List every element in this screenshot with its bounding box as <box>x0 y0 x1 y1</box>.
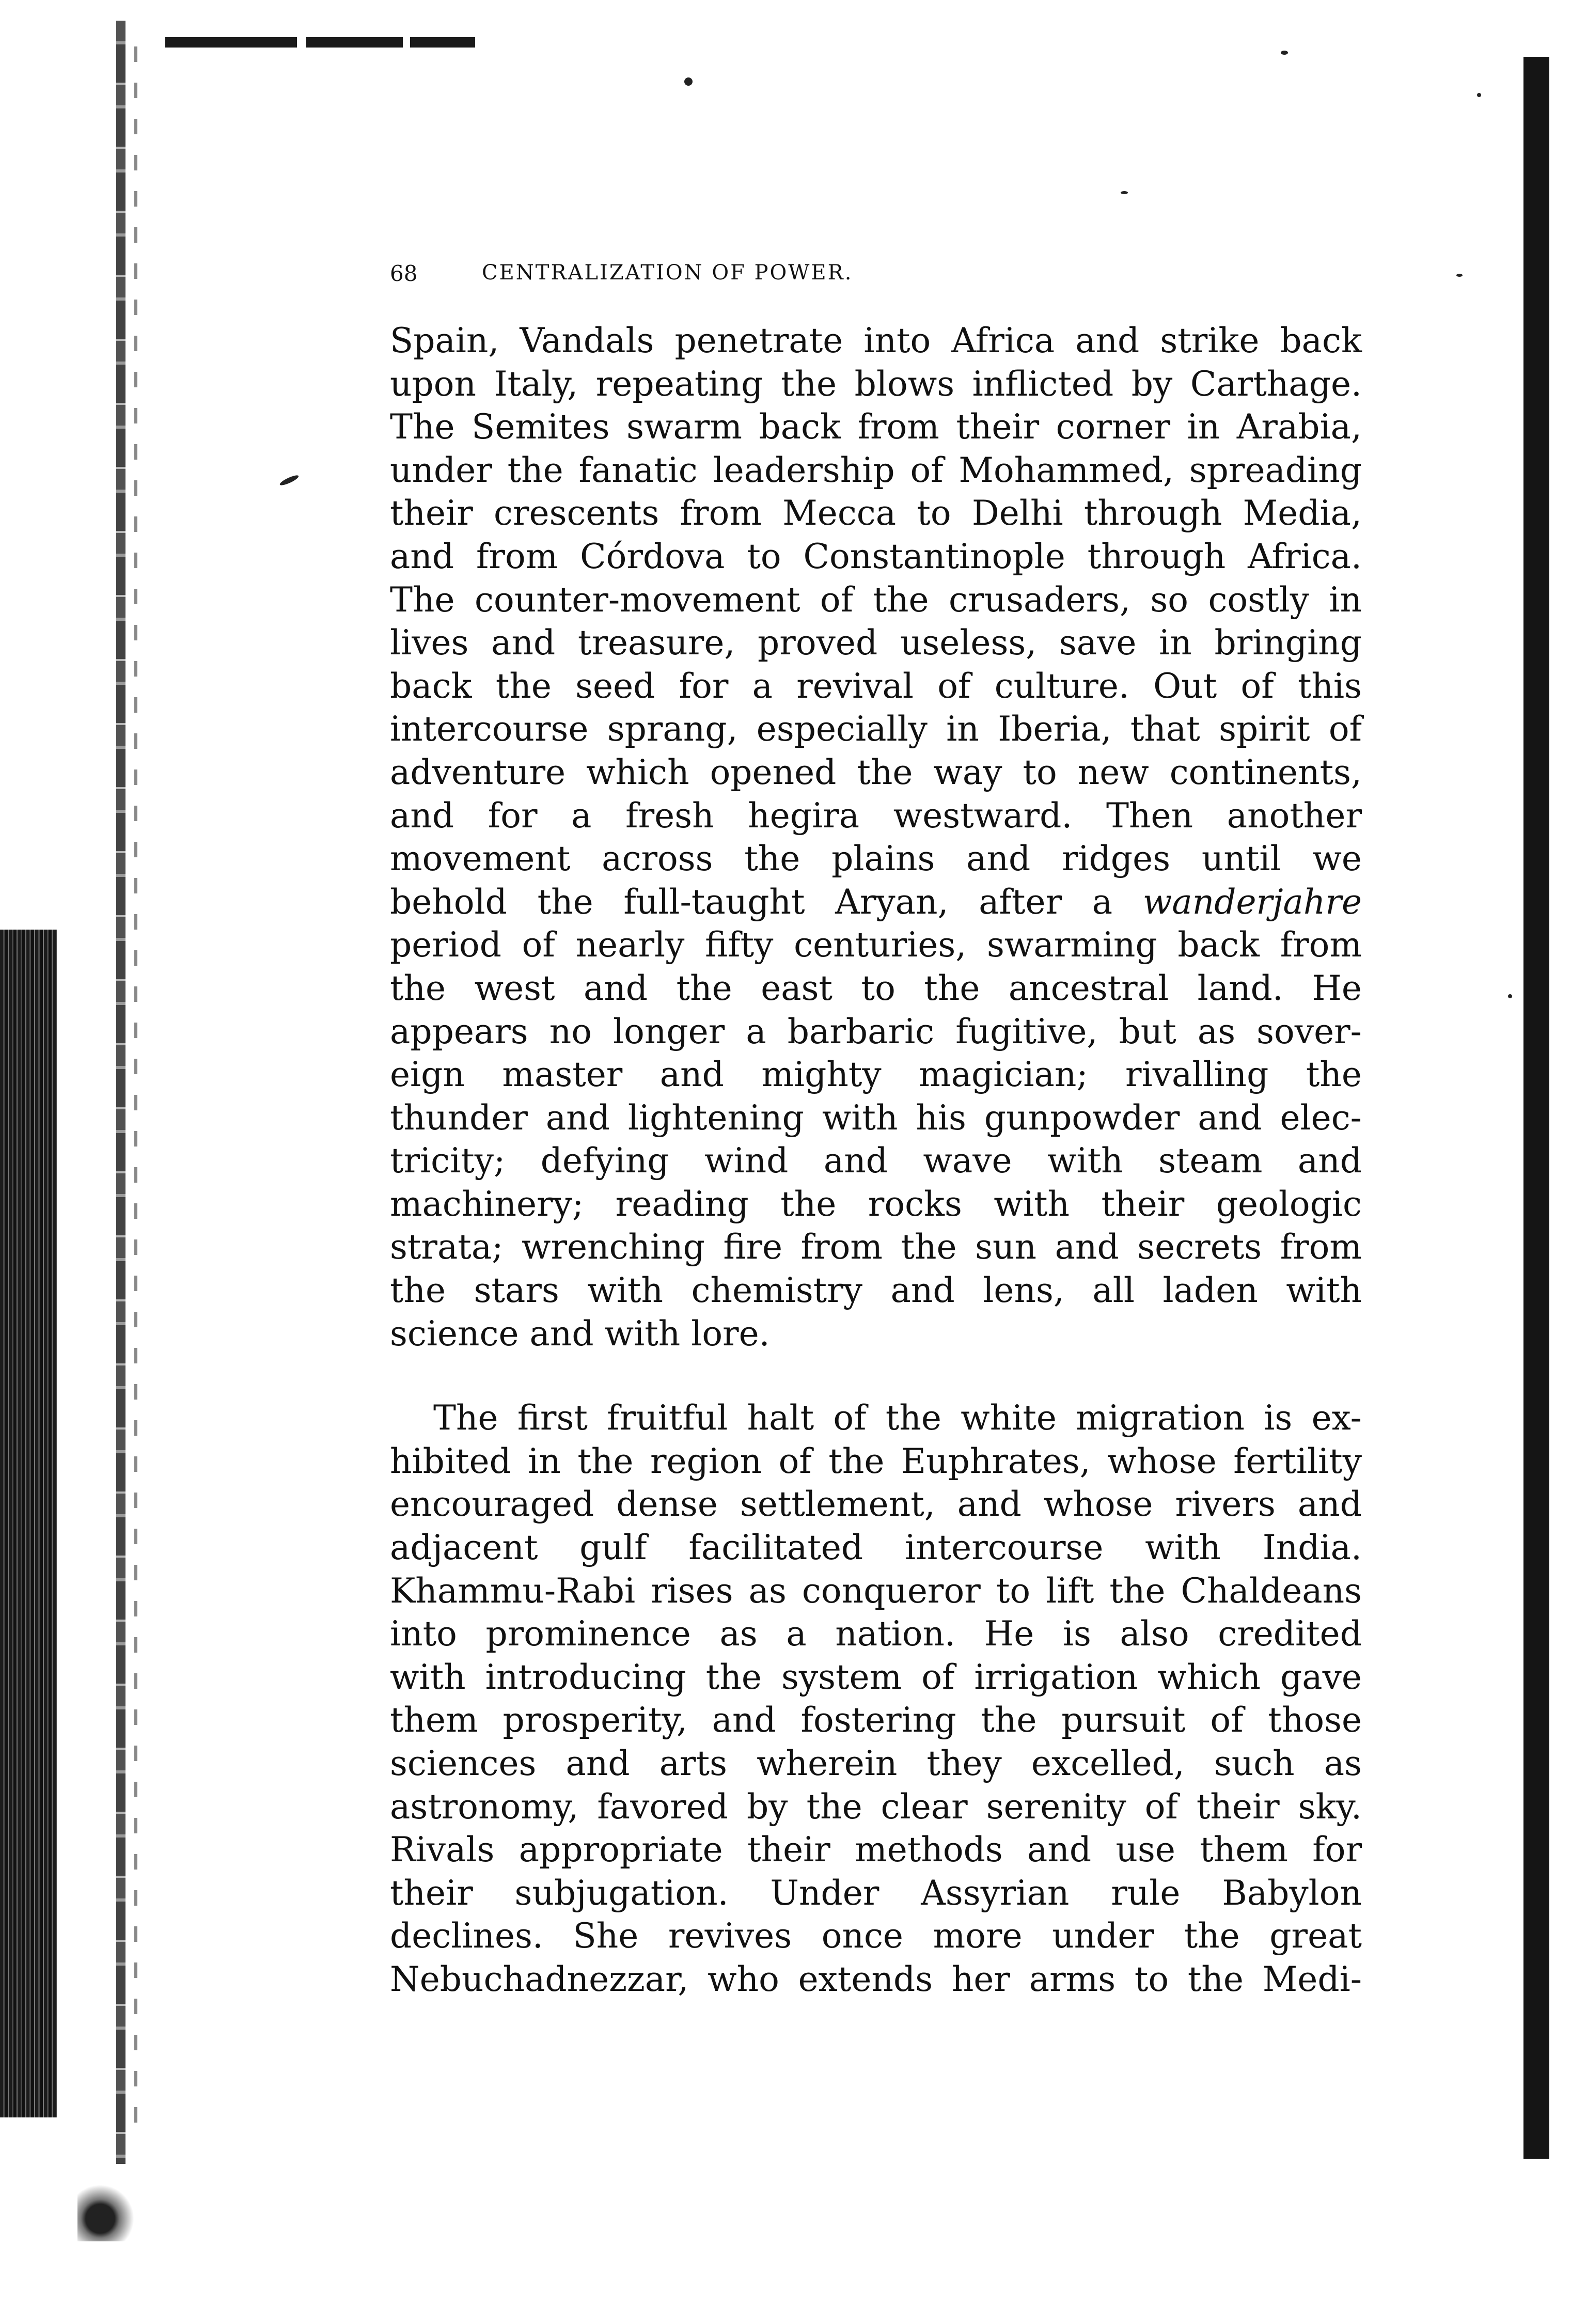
body-text <box>390 319 1362 2001</box>
scan-speck <box>1121 191 1128 194</box>
text-line: declines. She revives once more under the great <box>390 1916 1362 1956</box>
scan-smudge <box>77 2185 134 2241</box>
text-line: Nebuchadnezzar, who extends her arms to the Medi- <box>390 1959 1362 1999</box>
running-head <box>390 261 1381 292</box>
scan-spine-shadow <box>134 46 137 2138</box>
text-line: movement across the plains and ridges until we <box>390 839 1362 879</box>
paragraph-gap <box>390 1355 1362 1396</box>
text-line: the west and the east to the ancestral land. He <box>390 968 1362 1008</box>
scan-spine-shadow <box>116 21 125 2164</box>
scan-speck <box>1477 93 1481 97</box>
scan-top-rule-gap <box>403 37 410 48</box>
text-line: intercourse sprang, especially in Iberia, that spirit of <box>390 709 1362 749</box>
text-line <box>390 881 1362 924</box>
text-line: into prominence as a nation. He is also credited <box>390 1614 1362 1654</box>
text-line: astronomy, favored by the clear serenity of their sky. <box>390 1786 1362 1827</box>
text-line: The counter-movement of the crusaders, so costly in <box>390 579 1362 620</box>
text-line: encouraged dense settlement, and whose rivers and <box>390 1484 1362 1525</box>
scan-speck <box>1508 994 1512 998</box>
text-line: them prosperity, and fostering the pursuit of those <box>390 1700 1362 1740</box>
italic-word: wanderjahre <box>1142 882 1362 922</box>
text-line: back the seed for a revival of culture. Out of this <box>390 666 1362 706</box>
scan-speck <box>684 77 693 86</box>
text-line: science and with lore. <box>390 1313 770 1354</box>
text-line: the stars with chemistry and lens, all laden with <box>390 1270 1362 1311</box>
text-line: The first fruitful halt of the white migration is ex- <box>433 1398 1362 1438</box>
text-line: adventure which opened the way to new continents, <box>390 752 1362 792</box>
text-line: Khammu-Rabi rises as conqueror to lift the Chaldeans <box>390 1571 1362 1611</box>
text-line: period of nearly fifty centuries, swarming back from <box>390 925 1362 965</box>
text-line: machinery; reading the rocks with their geologic <box>390 1184 1362 1224</box>
text-line: The Semites swarm back from their corner in Arabia, <box>390 407 1362 447</box>
text-line: Spain, Vandals penetrate into Africa and strike back <box>390 321 1362 360</box>
paragraph <box>390 319 1362 1355</box>
text-line: appears no longer a barbaric fugitive, but as sover- <box>390 1011 1362 1051</box>
text-line: their subjugation. Under Assyrian rule Babylon <box>390 1873 1362 1913</box>
text-line: with introducing the system of irrigation which gave <box>390 1657 1362 1697</box>
text-line: their crescents from Mecca to Delhi through Media, <box>390 493 1362 533</box>
text-line: lives and treasure, proved useless, save in bringing <box>390 623 1362 663</box>
scan-speck <box>279 474 300 487</box>
text-segment: behold the full-taught Aryan, after a <box>390 882 1113 922</box>
text-line: hibited in the region of the Euphrates, whose fertility <box>390 1441 1362 1481</box>
text-line: thunder and lightening with his gunpowder and elec- <box>390 1097 1362 1138</box>
text-line: adjacent gulf facilitated intercourse with India. <box>390 1528 1362 1568</box>
text-line: under the fanatic leadership of Mohammed, spreading <box>390 450 1362 490</box>
text-line: and for a fresh hegira westward. Then another <box>390 795 1362 836</box>
scan-speck <box>1281 51 1288 55</box>
text-line: upon Italy, repeating the blows inflicted by Carthage. <box>390 364 1362 404</box>
text-line: tricity; defying wind and wave with steam and <box>390 1141 1362 1181</box>
paragraph <box>390 1396 1362 2001</box>
scan-right-edge-bar <box>1523 57 1549 2159</box>
scan-speck <box>1456 274 1463 277</box>
text-line: Rivals appropriate their methods and use them for <box>390 1830 1362 1870</box>
page-number: 68 <box>390 261 418 286</box>
text-line: eign master and mighty magician; rivalling the <box>390 1055 1362 1095</box>
text-line: strata; wrenching fire from the sun and secrets from <box>390 1227 1362 1267</box>
scan-top-rule <box>165 37 475 48</box>
text-line: sciences and arts wherein they excelled, such as <box>390 1744 1362 1783</box>
scan-binding-shadow <box>0 930 57 2117</box>
scan-top-rule-gap <box>297 37 306 48</box>
text-line: and from Córdova to Constantinople through Africa. <box>390 536 1362 576</box>
running-title: CENTRALIZATION OF POWER. <box>482 261 853 285</box>
